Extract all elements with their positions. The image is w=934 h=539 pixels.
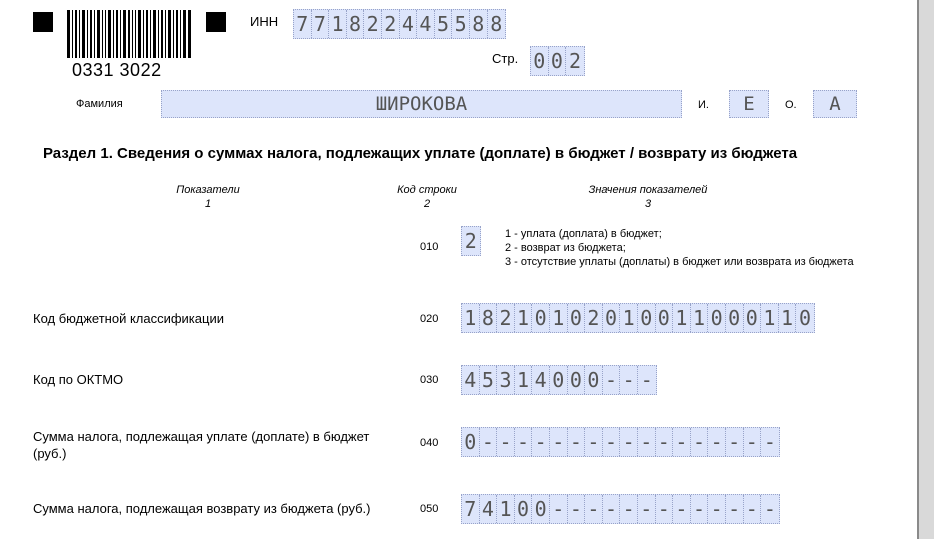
digit-cell: -: [744, 495, 762, 523]
digit-cell: 8: [490, 12, 503, 36]
column-header-number: 1: [204, 198, 212, 210]
page-number-field[interactable]: [530, 46, 585, 76]
digit-cell: 0: [585, 366, 603, 394]
digit-cell: 2: [497, 304, 515, 332]
digit-cell: -: [497, 428, 515, 456]
digit-cell: -: [673, 495, 691, 523]
patronymic-initial-field[interactable]: [813, 90, 857, 118]
name-initial-value: Е: [743, 93, 755, 115]
digit-cell: 1: [550, 304, 568, 332]
column-header-number: 2: [423, 198, 431, 210]
note-line: 1 - уплата (доплата) в бюджет;: [505, 228, 662, 240]
digit-cell: 1: [673, 304, 691, 332]
digit-cell: -: [568, 428, 586, 456]
note-line: 3 - отсутствие уплаты (доплаты) в бюджет или возврата из бюджета: [505, 256, 854, 268]
digit-cell: -: [691, 428, 709, 456]
column-header-number: 3: [644, 198, 652, 210]
oktmo-field[interactable]: [461, 365, 657, 395]
corner-marker-right: [206, 12, 226, 32]
digit-cell: -: [620, 366, 638, 394]
line-code-040: 040: [420, 437, 439, 449]
digit-cell: -: [656, 495, 674, 523]
digit-cell: -: [708, 495, 726, 523]
tax-payable-label-line: (руб.): [33, 446, 67, 461]
corner-marker-left: [33, 12, 53, 32]
digit-cell: 2: [568, 49, 581, 73]
digit-cell: -: [550, 495, 568, 523]
digit-cell: 7: [294, 10, 312, 38]
payment-type-field[interactable]: [461, 226, 481, 256]
digit-cell: -: [726, 428, 744, 456]
digit-cell: 2: [382, 10, 400, 38]
digit-cell: 1: [620, 304, 638, 332]
barcode-number: 0331 3022: [72, 60, 162, 80]
digit-cell: 0: [603, 304, 621, 332]
column-header-label: Значения показателей: [588, 184, 708, 196]
line-code-010: 010: [420, 241, 439, 253]
name-initial-field[interactable]: [729, 90, 769, 118]
digit-cell: -: [550, 428, 568, 456]
digit-cell: 0: [462, 428, 480, 456]
digit-cell: 0: [726, 304, 744, 332]
digit-cell: 2: [464, 229, 477, 253]
payment-type-notes: [505, 227, 854, 269]
digit-cell: -: [640, 368, 653, 392]
digit-cell: 2: [585, 304, 603, 332]
digit-cell: -: [691, 495, 709, 523]
column-header-line-code: [376, 184, 478, 210]
digit-cell: 4: [532, 366, 550, 394]
digit-cell: 0: [515, 495, 533, 523]
digit-cell: 8: [480, 304, 498, 332]
page-label: Стр.: [492, 51, 519, 66]
tax-refund-label: Сумма налога, подлежащая возврату из бюджета (руб.): [33, 501, 371, 516]
digit-cell: 0: [568, 304, 586, 332]
digit-cell: 4: [480, 495, 498, 523]
digit-cell: 1: [761, 304, 779, 332]
patronymic-initial-value: А: [829, 93, 841, 115]
digit-cell: -: [656, 428, 674, 456]
digit-cell: -: [585, 428, 603, 456]
digit-cell: 1: [515, 366, 533, 394]
digit-cell: 5: [452, 10, 470, 38]
digit-cell: -: [763, 497, 776, 521]
digit-cell: 0: [532, 304, 550, 332]
digit-cell: 4: [462, 366, 480, 394]
digit-cell: 0: [532, 495, 550, 523]
digit-cell: -: [708, 428, 726, 456]
digit-cell: 1: [691, 304, 709, 332]
tax-refund-field[interactable]: [461, 494, 780, 524]
digit-cell: 5: [435, 10, 453, 38]
column-header-label: Код строки: [397, 184, 457, 196]
digit-cell: 3: [497, 366, 515, 394]
digit-cell: 1: [462, 304, 480, 332]
digit-cell: 0: [549, 47, 567, 75]
digit-cell: 0: [708, 304, 726, 332]
digit-cell: 0: [531, 47, 549, 75]
digit-cell: -: [620, 428, 638, 456]
inn-label: ИНН: [250, 14, 279, 29]
surname-label: Фамилия: [76, 98, 123, 110]
page-edge: [917, 0, 919, 539]
digit-cell: -: [763, 430, 776, 454]
tax-payable-label: [33, 428, 369, 462]
digit-cell: 0: [656, 304, 674, 332]
inn-field[interactable]: [293, 9, 506, 39]
name-initial-label: И.: [698, 99, 709, 111]
digit-cell: 0: [744, 304, 762, 332]
section-title: Раздел 1. Сведения о суммах налога, подлежащих уплате (доплате) в бюджет / возврату из бюджета: [43, 145, 798, 162]
digit-cell: 8: [347, 10, 365, 38]
digit-cell: 8: [470, 10, 488, 38]
digit-cell: 1: [329, 10, 347, 38]
digit-cell: 2: [364, 10, 382, 38]
line-code-020: 020: [420, 313, 439, 325]
surname-field[interactable]: [161, 90, 682, 118]
oktmo-label: Код по ОКТМО: [33, 372, 124, 387]
digit-cell: 0: [638, 304, 656, 332]
digit-cell: -: [515, 428, 533, 456]
note-line: 2 - возврат из бюджета;: [505, 242, 626, 254]
patronymic-initial-label: О.: [785, 99, 797, 111]
digit-cell: -: [638, 495, 656, 523]
column-header-label: Показатели: [176, 184, 240, 196]
column-header-indicators: [148, 184, 268, 210]
digit-cell: -: [603, 495, 621, 523]
digit-cell: -: [638, 428, 656, 456]
digit-cell: -: [603, 366, 621, 394]
digit-cell: 4: [400, 10, 418, 38]
digit-cell: -: [585, 495, 603, 523]
digit-cell: -: [726, 495, 744, 523]
surname-value: ШИРОКОВА: [375, 93, 468, 115]
line-code-050: 050: [420, 503, 439, 515]
digit-cell: -: [744, 428, 762, 456]
tax-payable-field[interactable]: [461, 427, 780, 457]
column-header-values: [568, 184, 728, 210]
digit-cell: 7: [462, 495, 480, 523]
digit-cell: 0: [550, 366, 568, 394]
barcode-icon: [67, 10, 191, 58]
digit-cell: 1: [515, 304, 533, 332]
digit-cell: -: [480, 428, 498, 456]
digit-cell: -: [568, 495, 586, 523]
tax-payable-label-line: Сумма налога, подлежащая уплате (доплате) в бюджет: [33, 429, 370, 444]
digit-cell: 0: [568, 366, 586, 394]
digit-cell: -: [673, 428, 691, 456]
line-code-030: 030: [420, 374, 439, 386]
kbk-label: Код бюджетной классификации: [33, 311, 224, 326]
digit-cell: 5: [480, 366, 498, 394]
digit-cell: -: [603, 428, 621, 456]
digit-cell: 0: [799, 306, 812, 330]
digit-cell: 4: [417, 10, 435, 38]
digit-cell: 7: [312, 10, 330, 38]
digit-cell: 1: [497, 495, 515, 523]
digit-cell: 1: [779, 304, 797, 332]
kbk-field[interactable]: [461, 303, 815, 333]
digit-cell: -: [620, 495, 638, 523]
digit-cell: -: [532, 428, 550, 456]
